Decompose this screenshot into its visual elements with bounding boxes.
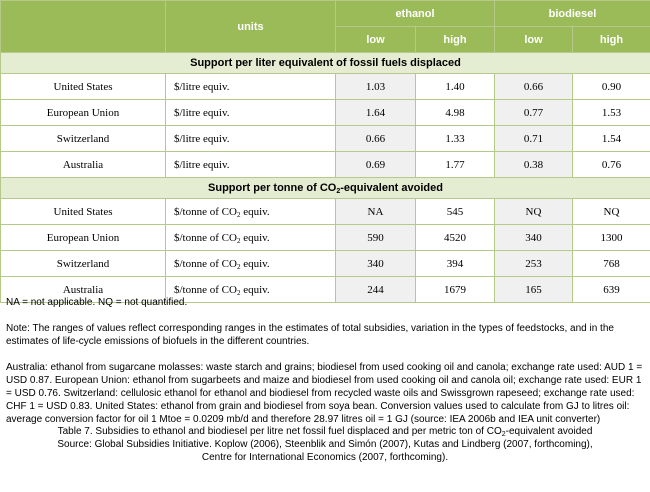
value-cell: 1.40 [416, 74, 495, 100]
units-cell [166, 251, 336, 277]
caption-text: -equivalent avoided [505, 426, 593, 437]
header-ethanol-high: high [416, 27, 495, 53]
units-cell [166, 199, 336, 225]
section-row [1, 178, 650, 199]
subscript: 2 [501, 431, 506, 438]
value-cell: NQ [495, 199, 573, 225]
value-cell: 0.69 [336, 152, 416, 178]
value-cell: 394 [416, 251, 495, 277]
value-cell: NA [336, 199, 416, 225]
value-cell: 0.66 [336, 126, 416, 152]
country-cell: Switzerland [1, 251, 166, 277]
units-cell: $/litre equiv. [166, 100, 336, 126]
section-title-text: Support per tonne of CO [208, 182, 337, 194]
header-row-1 [1, 1, 650, 27]
header-ethanol-low: low [336, 27, 416, 53]
value-cell: 0.66 [495, 74, 573, 100]
value-cell: 0.76 [573, 152, 650, 178]
ranges-note [4, 322, 648, 348]
value-cell: 1.33 [416, 126, 495, 152]
value-cell: 1.03 [336, 74, 416, 100]
ranges-text: Note: The ranges of values reflect corresponding ranges in the estimates of total subsidies, variation in the types of feedstocks, and in the estimates of life-cycle emissions of biofuels in the different countries. [6, 323, 614, 347]
caption-text: Table 7. Subsidies to ethanol and biodiesel per litre net fossil fuel displaced and per metric ton of CO [57, 426, 502, 437]
value-cell: 1.77 [416, 152, 495, 178]
subscript: 2 [336, 188, 341, 195]
subscript: 2 [236, 288, 241, 297]
units-cell: $/litre equiv. [166, 152, 336, 178]
caption-line-3: Centre for International Economics (2007, forthcoming). [201, 452, 449, 463]
subscript: 2 [236, 236, 241, 245]
units-text: $/tonne of CO [174, 257, 237, 270]
caption-line-2: Source: Global Subsidies Initiative. Koplow (2006), Steenblik and Simón (2007), Kutas and Lindberg (2007, forthcoming), [57, 439, 593, 450]
table-row [1, 74, 650, 100]
value-cell: 165 [495, 277, 573, 303]
units-text: equiv. [240, 205, 270, 218]
section-title: Support per liter equivalent of fossil fuels displaced [1, 53, 650, 74]
header-biodiesel-low: low [495, 27, 573, 53]
table-row [1, 225, 650, 251]
value-cell: 4520 [416, 225, 495, 251]
units-text: $/tonne of CO [174, 283, 237, 296]
country-cell: European Union [1, 225, 166, 251]
table-row [1, 100, 650, 126]
abbreviation-note [4, 296, 648, 309]
value-cell: 0.77 [495, 100, 573, 126]
value-cell: 1679 [416, 277, 495, 303]
country-cell: Switzerland [1, 126, 166, 152]
table-row [1, 126, 650, 152]
value-cell: 0.38 [495, 152, 573, 178]
section-title-text: -equivalent avoided [340, 182, 443, 194]
section-row [1, 53, 650, 74]
units-text: $/tonne of CO [174, 231, 237, 244]
value-cell: NQ [573, 199, 650, 225]
value-cell: 1300 [573, 225, 650, 251]
header-biodiesel: biodiesel [495, 1, 650, 27]
header-blank [1, 1, 166, 53]
country-cell: United States [1, 199, 166, 225]
value-cell: 1.53 [573, 100, 650, 126]
units-text: equiv. [240, 283, 270, 296]
abbreviation-text: NA = not applicable. NQ = not quantified. [6, 297, 188, 308]
table-row [1, 152, 650, 178]
value-cell: 590 [336, 225, 416, 251]
table-row [1, 199, 650, 225]
caption-line-1 [0, 425, 650, 438]
units-text: equiv. [240, 231, 270, 244]
units-text: $/tonne of CO [174, 205, 237, 218]
table-caption [0, 425, 650, 464]
header-ethanol: ethanol [336, 1, 495, 27]
units-cell [166, 225, 336, 251]
value-cell: 545 [416, 199, 495, 225]
details-note [4, 361, 648, 426]
value-cell: 4.98 [416, 100, 495, 126]
header-units: units [166, 1, 336, 53]
value-cell: 1.54 [573, 126, 650, 152]
value-cell: 253 [495, 251, 573, 277]
units-cell: $/litre equiv. [166, 74, 336, 100]
value-cell: 639 [573, 277, 650, 303]
value-cell: 244 [336, 277, 416, 303]
table-row [1, 251, 650, 277]
country-cell: Australia [1, 152, 166, 178]
units-cell: $/litre equiv. [166, 126, 336, 152]
value-cell: 768 [573, 251, 650, 277]
country-cell: Australia [1, 277, 166, 303]
details-text: Australia: ethanol from sugarcane molasses: waste starch and grains; biodiesel from used cooking oil and canola; exchange rate used: AUD 1 = USD 0.87. European Union: ethanol from sugarbeets and maize and biodiesel from used cooking oil and canola oil; exchange rate used: EUR 1 = USD 0.76. Switzerland: cellulosic ethanol for ethanol and biodiesel from recycled waste oils and Swissgrown rapeseed; exchange rate used: CHF 1 = USD 0.83. United States: ethanol from grain and biodiesel from soya bean. Conversion values used to calculate from GJ to litres oil: average conversion factor for oil 1 Mtoe = 0.0209 mb/d and therefore 28.97 litres oil = 1 GJ (source: IEA 2006b and IEA unit converter) [6, 362, 643, 425]
value-cell: 340 [495, 225, 573, 251]
value-cell: 0.90 [573, 74, 650, 100]
header-biodiesel-high: high [573, 27, 650, 53]
section-title [1, 178, 650, 199]
value-cell: 340 [336, 251, 416, 277]
units-text: equiv. [240, 257, 270, 270]
value-cell: 1.64 [336, 100, 416, 126]
subscript: 2 [236, 210, 241, 219]
country-cell: United States [1, 74, 166, 100]
value-cell: 0.71 [495, 126, 573, 152]
subscript: 2 [236, 262, 241, 271]
country-cell: European Union [1, 100, 166, 126]
